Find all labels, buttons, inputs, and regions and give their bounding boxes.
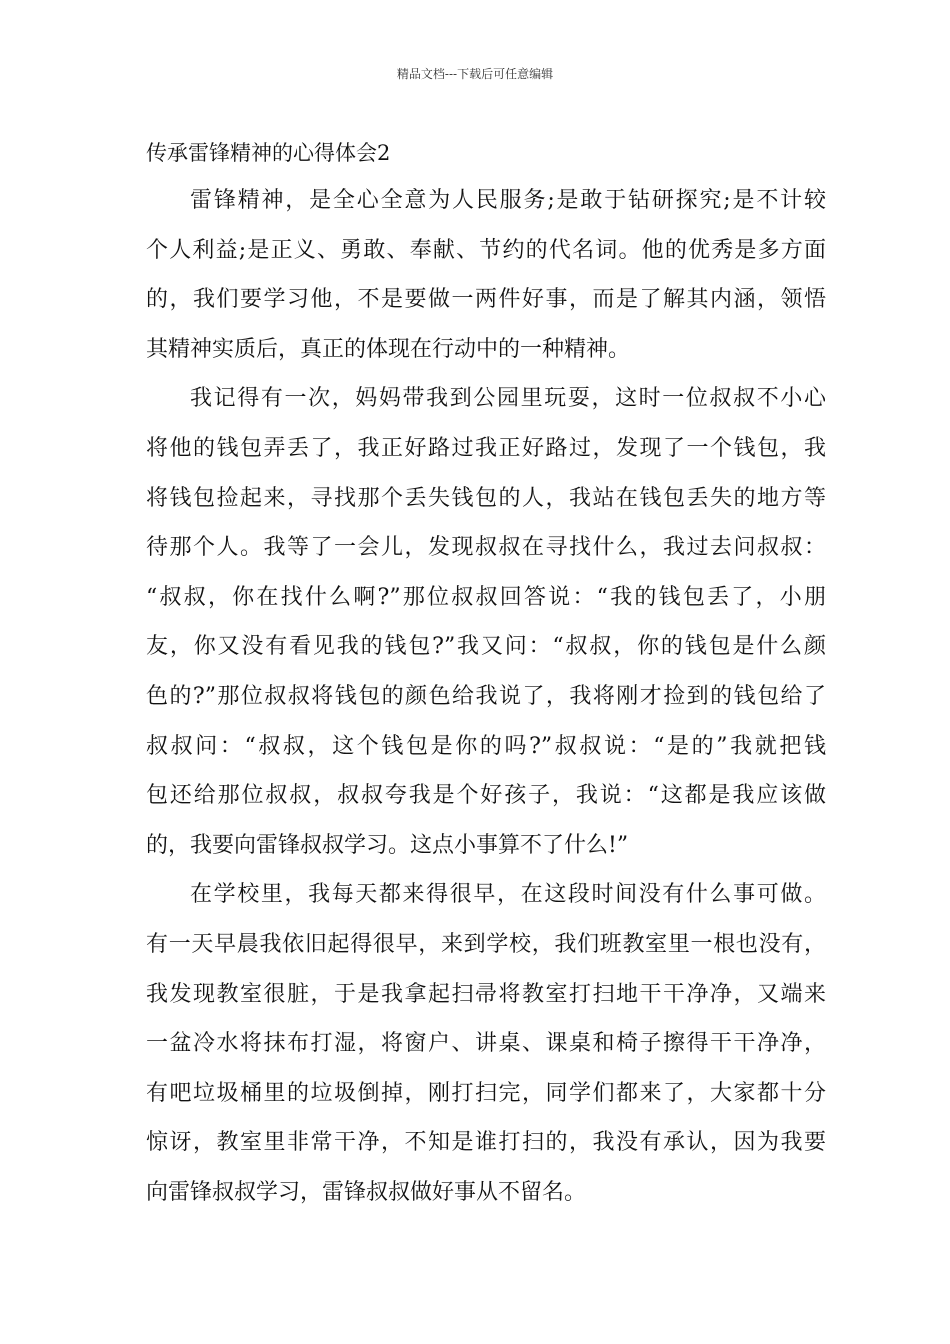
text-line: 雷锋精神，是全心全意为人民服务;是敢于钻研探究;是不计较 [190, 188, 826, 213]
text-line: 一盆冷水将抹布打湿，将窗户、讲桌、课桌和椅子擦得干干净净， [146, 1031, 826, 1057]
text-line: 我发现教室很脏，于是我拿起扫帚将教室打扫地干干净净，又端来 [146, 981, 826, 1007]
text-line: 友，你又没有看见我的钱包?”我又问：“叔叔，你的钱包是什么颜 [146, 634, 826, 660]
text-line: 的，我要向雷锋叔叔学习。这点小事算不了什么!” [146, 832, 629, 858]
text-line: 色的?”那位叔叔将钱包的颜色给我说了，我将刚才捡到的钱包给了 [146, 683, 826, 709]
text-line: 待那个人。我等了一会儿，发现叔叔在寻找什么，我过去问叔叔： [146, 535, 826, 561]
document-title: 传承雷锋精神的心得体会2 [146, 141, 391, 165]
text-line: 有一天早晨我依旧起得很早，来到学校，我们班教室里一根也没有， [146, 931, 826, 957]
text-line: 我记得有一次，妈妈带我到公园里玩耍，这时一位叔叔不小心 [190, 386, 826, 412]
text-line: 的，我们要学习他，不是要做一两件好事，而是了解其内涵，领悟 [146, 287, 826, 313]
text-line: 包还给那位叔叔，叔叔夸我是个好孩子，我说：“这都是我应该做 [146, 783, 826, 809]
text-line: 其精神实质后，真正的体现在行动中的一种精神。 [146, 336, 631, 362]
text-line: “叔叔，你在找什么啊?”那位叔叔回答说：“我的钱包丢了，小朋 [146, 584, 826, 610]
text-line: 有吧垃圾桶里的垃圾倒掉，刚打扫完，同学们都来了，大家都十分 [146, 1080, 826, 1106]
text-line: 将他的钱包弄丢了，我正好路过我正好路过，发现了一个钱包，我 [146, 435, 826, 461]
text-line: 个人利益;是正义、勇敢、奉献、节约的代名词。他的优秀是多方面 [146, 237, 826, 263]
text-line: 叔叔问：“叔叔，这个钱包是你的吗?”叔叔说：“是的”我就把钱 [146, 733, 826, 759]
document-body [146, 184, 826, 1225]
text-line: 将钱包捡起来，寻找那个丢失钱包的人，我站在钱包丢失的地方等 [146, 485, 826, 511]
text-line: 在学校里，我每天都来得很早，在这段时间没有什么事可做。 [190, 882, 826, 908]
text-line: 惊讶，教室里非常干净，不知是谁打扫的，我没有承认，因为我要 [146, 1130, 826, 1156]
text-line: 向雷锋叔叔学习，雷锋叔叔做好事从不留名。 [146, 1179, 587, 1205]
page-header: 精品文档---下载后可任意编辑 [396, 67, 554, 81]
